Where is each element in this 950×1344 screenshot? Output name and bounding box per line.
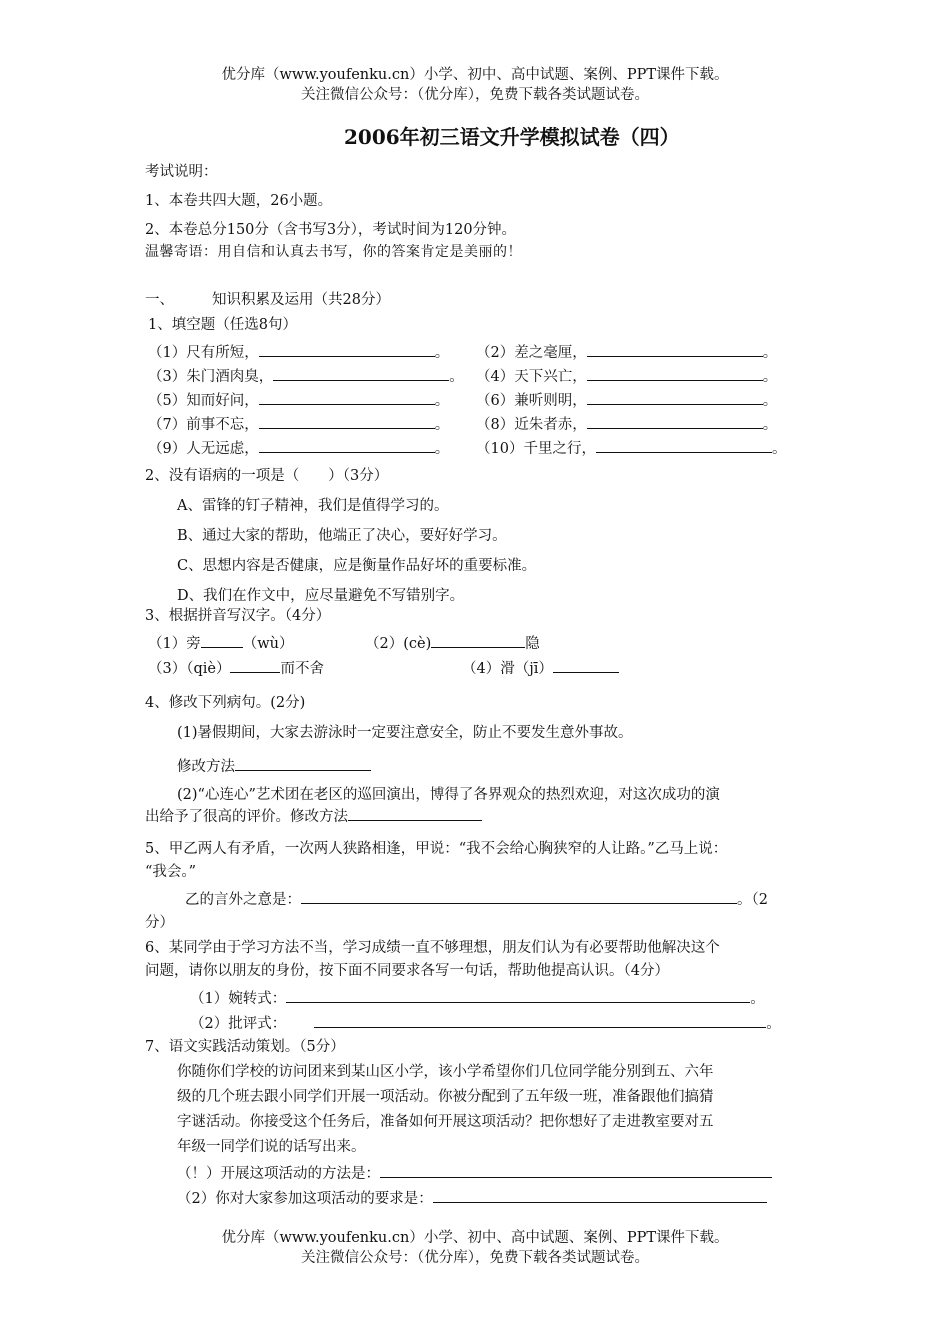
fill-item-5: （5）知而好问， 。 bbox=[148, 390, 449, 410]
answer-blank[interactable] bbox=[273, 366, 449, 381]
answer-blank[interactable] bbox=[596, 438, 772, 453]
question-7-para-4: 年级一同学们说的话写出来。 bbox=[177, 1139, 366, 1155]
answer-blank[interactable] bbox=[587, 414, 763, 429]
question-1-label: 1、填空题（任选8句） bbox=[148, 317, 297, 333]
header-line-2: 关注微信公众号：（优分库），免费下载各类试题试卷。 bbox=[301, 87, 649, 103]
instructions-item-2: 2、本卷总分150分（含书写3分），考试时间为120分钟。 bbox=[145, 222, 517, 238]
question-7-item-1: （！）开展这项活动的方法是： bbox=[177, 1163, 772, 1183]
option-c: C、思想内容是否健康，应是衡量作品好坏的重要标准。 bbox=[177, 558, 537, 574]
fill-item-9: （9）人无远虑， 。 bbox=[148, 438, 449, 458]
answer-blank[interactable] bbox=[259, 342, 435, 357]
question-5-score: 分） bbox=[145, 915, 174, 931]
footer-line-2: 关注微信公众号：（优分库），免费下载各类试题试卷。 bbox=[301, 1250, 649, 1266]
question-6-line-2: 问题，请你以朋友的身份，按下面不同要求各写一句话，帮助他提高认识。（4分） bbox=[145, 963, 669, 979]
answer-blank[interactable] bbox=[587, 342, 763, 357]
pinyin-item-2: （2）(cè) 隐 bbox=[365, 633, 540, 653]
question-5-prompt: 乙的言外之意是： 。（2 bbox=[185, 889, 768, 909]
question-6-item-2: （2）批评式： 。 bbox=[190, 1013, 781, 1033]
section-number: 一、 bbox=[145, 292, 174, 308]
instructions-heading: 考试说明： bbox=[145, 164, 218, 180]
answer-blank[interactable] bbox=[587, 366, 763, 381]
option-b: B、通过大家的帮助，他端正了决心，要好好学习。 bbox=[177, 528, 507, 544]
answer-blank[interactable] bbox=[286, 988, 750, 1003]
answer-blank[interactable] bbox=[431, 633, 525, 648]
answer-blank[interactable] bbox=[301, 889, 737, 904]
instructions-item-1: 1、本卷共四大题，26小题。 bbox=[145, 193, 333, 209]
faulty-sentence-2a: (2)“心连心”艺术团在老区的巡回演出，博得了各界观众的热烈欢迎，对这次成功的演 bbox=[177, 787, 720, 803]
pinyin-item-1: （1）旁 （wù） bbox=[148, 633, 293, 653]
question-3-label: 3、根据拼音写汉字。（4分） bbox=[145, 608, 331, 624]
header-line-1: 优分库（www.youfenku.cn）小学、初中、高中试题、案例、PPT课件下载。 bbox=[221, 67, 729, 83]
answer-blank[interactable] bbox=[259, 414, 435, 429]
fill-item-7: （7）前事不忘， 。 bbox=[148, 414, 449, 434]
fill-item-3: （3）朱门酒肉臭， 。 bbox=[148, 366, 464, 386]
pinyin-item-4: （4）滑（jī） bbox=[462, 658, 619, 678]
question-5-line-1: 5、甲乙两人有矛盾，一次两人狭路相逢，甲说：“我不会给心胸狭窄的人让路。”乙马上说： bbox=[145, 841, 728, 857]
answer-blank[interactable] bbox=[201, 633, 243, 648]
answer-blank[interactable] bbox=[348, 806, 482, 821]
option-d: D、我们在作文中，应尽量避免不写错别字。 bbox=[177, 588, 465, 604]
fill-item-10: （10）千里之行， 。 bbox=[476, 438, 786, 458]
section-title: 知识积累及运用（共28分） bbox=[212, 292, 390, 308]
footer-line-1: 优分库（www.youfenku.cn）小学、初中、高中试题、案例、PPT课件下载。 bbox=[221, 1230, 729, 1246]
question-7-para-1: 你随你们学校的访问团来到某山区小学，该小学希望你们几位同学能分别到五、六年 bbox=[177, 1064, 714, 1080]
fill-item-4: （4）天下兴亡， 。 bbox=[476, 366, 777, 386]
answer-blank[interactable] bbox=[230, 658, 280, 673]
question-5-line-2: “我会。” bbox=[145, 864, 197, 880]
fill-item-2: （2）差之毫厘， 。 bbox=[476, 342, 777, 362]
fill-item-1: （1）尺有所短， 。 bbox=[148, 342, 449, 362]
faulty-sentence-2b: 出给予了很高的评价。修改方法 bbox=[145, 806, 482, 826]
answer-blank[interactable] bbox=[587, 390, 763, 405]
fill-item-8: （8）近朱者赤， 。 bbox=[476, 414, 777, 434]
pinyin-item-3: （3）（qiè） 而不舍 bbox=[148, 658, 324, 678]
question-2-label: 2、没有语病的一项是（ ）（3分） bbox=[145, 468, 389, 484]
answer-blank[interactable] bbox=[235, 756, 371, 771]
fill-item-6: （6）兼听则明， 。 bbox=[476, 390, 777, 410]
question-7-item-2: （2）你对大家参加这项活动的要求是： bbox=[177, 1188, 767, 1208]
encouragement-note: 温馨寄语：用自信和认真去书写，你的答案肯定是美丽的！ bbox=[145, 244, 522, 260]
question-7-para-2: 级的几个班去跟小同学们开展一项活动。你被分配到了五年级一班，准备跟他们搞猜 bbox=[177, 1089, 714, 1105]
page-title: 2006年初三语文升学模拟试卷（四） bbox=[344, 125, 680, 149]
answer-blank[interactable] bbox=[553, 658, 619, 673]
question-6-item-1: （1）婉转式： 。 bbox=[190, 988, 765, 1008]
faulty-sentence-1: (1)暑假期间，大家去游泳时一定要注意安全，防止不要发生意外事故。 bbox=[177, 725, 633, 741]
answer-blank[interactable] bbox=[380, 1163, 772, 1178]
answer-blank[interactable] bbox=[314, 1013, 766, 1028]
answer-blank[interactable] bbox=[259, 438, 435, 453]
question-7-para-3: 字谜活动。你接受这个任务后，准备如何开展这项活动？把你想好了走进教室要对五 bbox=[177, 1114, 714, 1130]
question-6-line-1: 6、某同学由于学习方法不当，学习成绩一直不够理想，朋友们认为有必要帮助他解决这个 bbox=[145, 940, 720, 956]
fix-line-1: 修改方法 bbox=[177, 756, 371, 776]
answer-blank[interactable] bbox=[433, 1188, 767, 1203]
question-4-label: 4、修改下列病句。(2分) bbox=[145, 695, 306, 711]
answer-blank[interactable] bbox=[259, 390, 435, 405]
option-a: A、雷锋的钉子精神，我们是值得学习的。 bbox=[177, 498, 449, 514]
question-7-label: 7、语文实践活动策划。（5分） bbox=[145, 1039, 345, 1055]
